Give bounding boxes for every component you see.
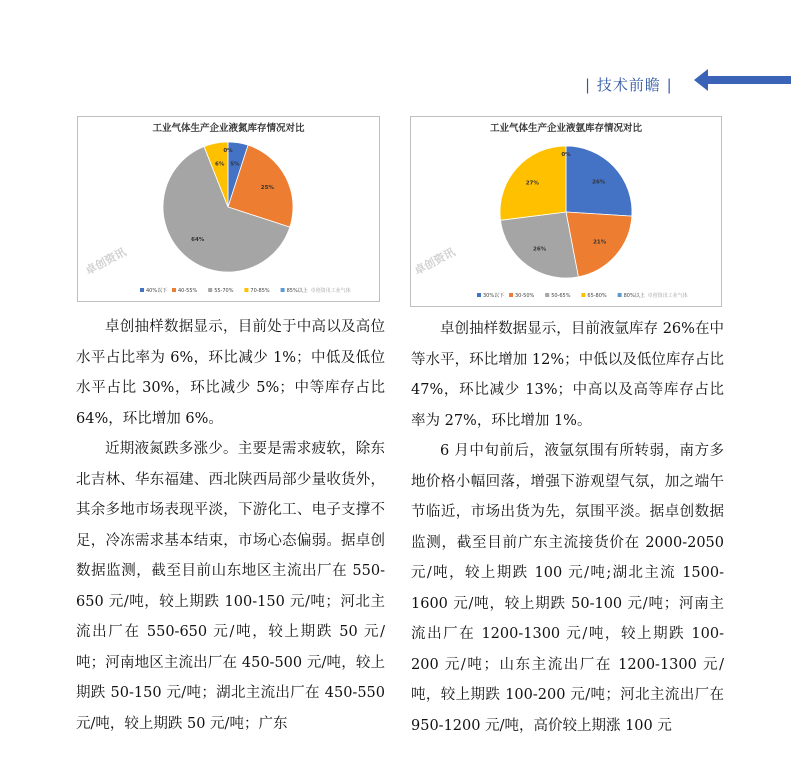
source-note: 卓创资讯工业气体 bbox=[310, 288, 351, 294]
data-label: 27% bbox=[525, 180, 539, 187]
paragraph: 近期液氮跌多涨少。主要是需求疲软，除东北吉林、华东福建、西北陕西局部少量收货外，其余多地市场表现平淡，下游化工、电子支撑不足，冷冻需求基本结束，市场心态偏弱。据卓创数据监测，截至目前山东地区主流出厂在 550-650 元/吨，较上期跌 100-150 元/吨；河北主流出厂在 550-650 元/吨，较上期跌 50 元/吨；河南地区主流出厂在 450-500 元/吨，较上期跌 50-150 元/吨；湖北主流出厂在 450-550 元/吨，较上期跌 50 元/吨；广东 bbox=[76, 441, 385, 732]
chart-nitrogen-inventory bbox=[77, 116, 380, 302]
data-label: 64% bbox=[191, 237, 205, 244]
watermark: 卓创资讯 bbox=[83, 245, 129, 278]
legend-label: 40-55% bbox=[178, 288, 198, 294]
chart-argon-inventory bbox=[410, 116, 722, 307]
data-label: 6% bbox=[215, 161, 225, 168]
legend-swatch bbox=[281, 288, 285, 292]
legend-swatch bbox=[545, 293, 549, 297]
data-label: 26% bbox=[592, 179, 606, 186]
legend-swatch bbox=[140, 288, 144, 292]
section-label: | 技术前瞻 | bbox=[585, 76, 673, 94]
legend-label: 30%以下 bbox=[483, 293, 505, 299]
pie-chart-svg bbox=[411, 117, 721, 306]
legend-label: 30-50% bbox=[515, 293, 535, 299]
chart-title: 工业气体生产企业液氮库存情况对比 bbox=[152, 123, 305, 134]
legend-label: 55-70% bbox=[214, 288, 234, 294]
legend-swatch bbox=[208, 288, 212, 292]
data-label: 26% bbox=[533, 246, 547, 253]
pie-chart-svg bbox=[78, 117, 379, 301]
legend-swatch bbox=[244, 288, 248, 292]
pie-slice bbox=[501, 212, 579, 278]
chart-title: 工业气体生产企业液氩库存情况对比 bbox=[489, 123, 643, 134]
data-label: 0% bbox=[561, 151, 571, 158]
paragraph: 6 月中旬前后，液氩氛围有所转弱，南方多地价格小幅回落，增强下游观望气氛，加之端午节临近，市场出货为先，氛围平淡。据卓创数据监测，截至目前广东主流接货价在 2000-2050 元/吨，较上期跌 100 元/吨;湖北主流 1500-1600 元/吨，较上期跌 50-100 元/吨；河南主流出厂在 1200-1300 元/吨，较上期跌 100-200 元/吨；山东主流出厂在 1200-1300 元/吨，较上期跌 100-200 元/吨；河北主流出厂在 950-1200 元/吨，高价较上期涨 100 元 bbox=[411, 443, 724, 734]
legend-swatch bbox=[581, 293, 585, 297]
legend-label: 40%以下 bbox=[146, 288, 168, 294]
legend-swatch bbox=[172, 288, 176, 292]
legend-swatch bbox=[477, 293, 481, 297]
paragraph: 卓创抽样数据显示，目前处于中高以及高位水平占比率为 6%，环比减少 1%；中低及低位水平占比 30%，环比减少 5%；中等库存占比 64%，环比增加 6%。 bbox=[76, 319, 385, 427]
data-label: 21% bbox=[593, 239, 607, 246]
legend-label: 65-80% bbox=[587, 293, 607, 299]
source-note: 卓创资讯工业气体 bbox=[647, 293, 688, 299]
left-text-column bbox=[76, 312, 385, 739]
legend-swatch bbox=[618, 293, 622, 297]
right-text-column bbox=[411, 314, 724, 741]
legend-label: 50-65% bbox=[551, 293, 571, 299]
legend-label: 70-85% bbox=[250, 288, 270, 294]
legend-label: 85%以上 bbox=[286, 288, 308, 294]
legend-label: 80%以上 bbox=[623, 293, 645, 299]
paragraph: 卓创抽样数据显示，目前液氩库存 26%在中等水平，环比增加 12%；中低以及低位库存占比 47%，环比减少 13%；中高以及高等库存占比率为 27%，环比增加 1%。 bbox=[411, 321, 724, 429]
watermark: 卓创资讯 bbox=[412, 245, 458, 278]
data-label: 0% bbox=[223, 147, 233, 154]
data-label: 5% bbox=[230, 161, 240, 168]
arrow-left-icon bbox=[694, 69, 791, 91]
data-label: 25% bbox=[260, 184, 274, 191]
legend-swatch bbox=[509, 293, 513, 297]
